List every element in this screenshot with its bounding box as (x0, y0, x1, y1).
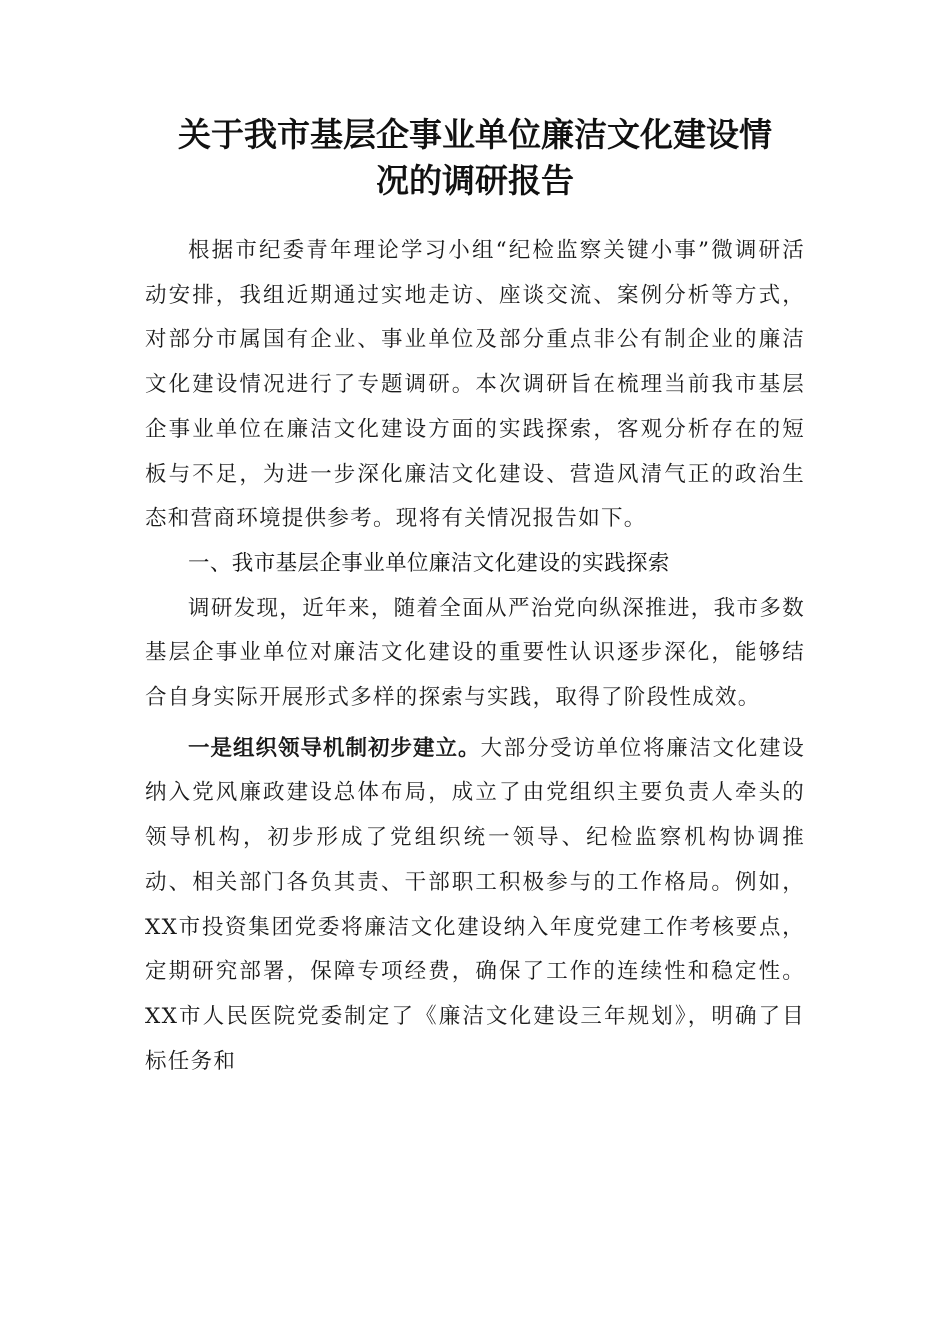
intro-paragraph: 根据市纪委青年理论学习小组“纪检监察关键小事”微调研活动安排，我组近期通过实地走访、座谈交流、案例分析等方式，对部分市属国有企业、事业单位及部分重点非公有制企业的廉洁文化建设情况进行了专题调研。本次调研旨在梳理当前我市基层企事业单位在廉洁文化建设方面的实践探索，客观分析存在的短板与不足，为进一步深化廉洁文化建设、营造风清气正的政治生态和营商环境提供参考。现将有关情况报告如下。 (145, 238, 805, 532)
section-1-heading: 一、我市基层企事业单位廉洁文化建设的实践探索 (188, 550, 670, 576)
title-line-2: 况的调研报告 (376, 161, 574, 200)
section-1-intro-paragraph: 调研发现，近年来，随着全面从严治党向纵深推进，我市多数基层企事业单位对廉洁文化建设的重要性认识逐步深化，能够结合自身实际开展形式多样的探索与实践，取得了阶段性成效。 (145, 595, 805, 711)
point-1-body: 大部分受访单位将廉洁文化建设纳入党风廉政建设总体布局，成立了由党组织主要负责人牵头的领导机构，初步形成了党组织统一领导、纪检监察机构协调推动、相关部门各负其责、干部职工积极参与的工作格局。例如，XX市投资集团党委将廉洁文化建设纳入年度党建工作考核要点，定期研究部署，保障专项经费，确保了工作的连续性和稳定性。XX市人民医院党委制定了《廉洁文化建设三年规划》，明确了目标任务和 (145, 735, 805, 1074)
title-line-1: 关于我市基层企事业单位廉洁文化建设情 (178, 115, 772, 154)
document-title (140, 112, 810, 204)
point-1-lead: 一是组织领导机制初步建立。 (188, 735, 481, 761)
point-1-paragraph (145, 727, 805, 1085)
document-body (145, 229, 805, 1084)
